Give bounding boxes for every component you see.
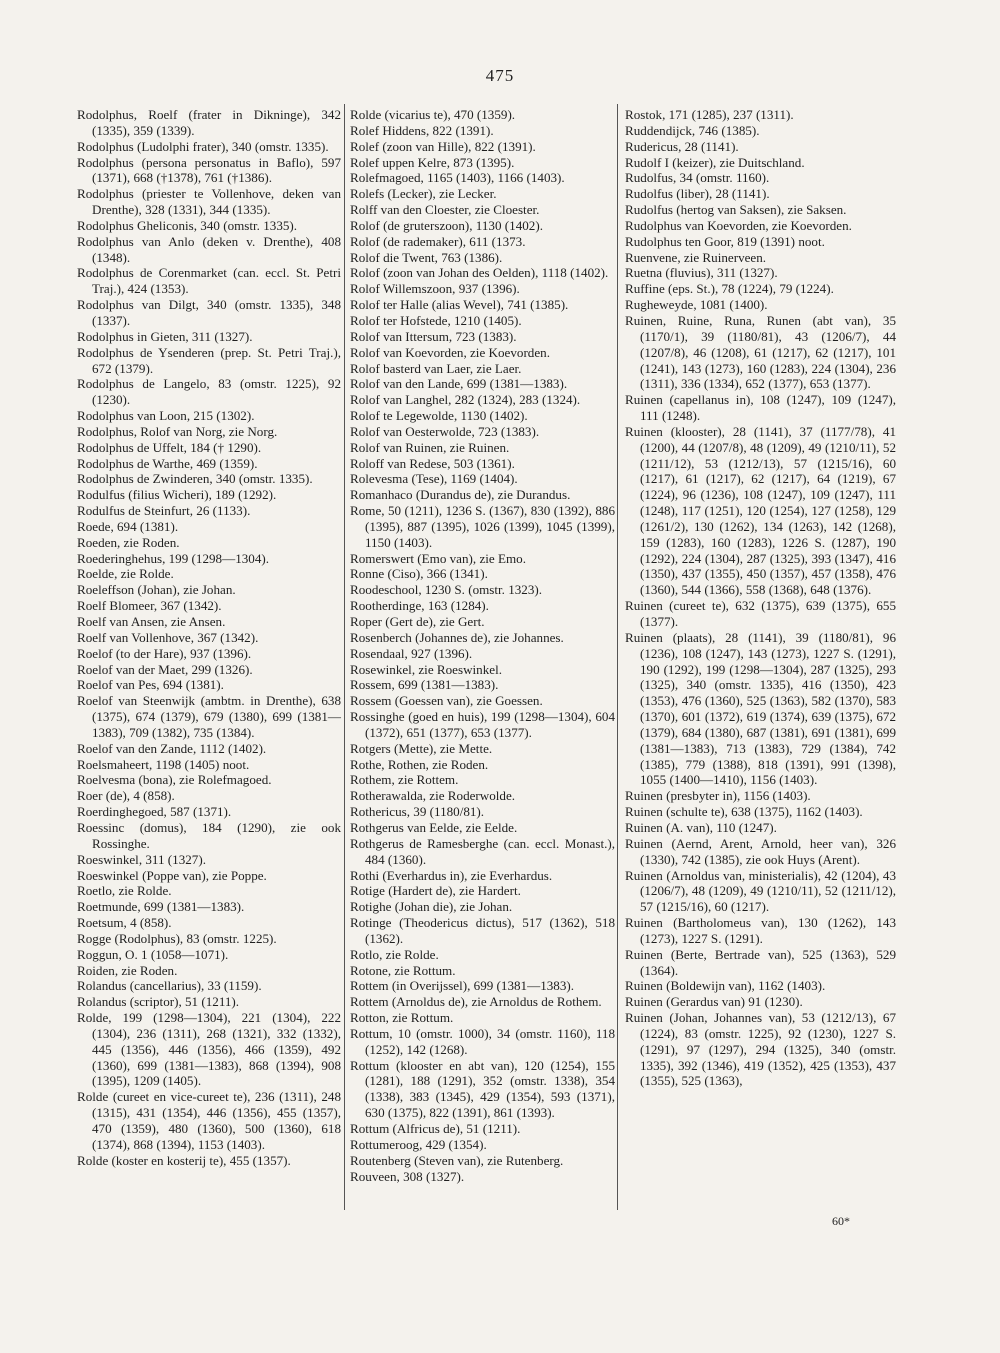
index-entry: Rudolfus, 34 (omstr. 1160). <box>625 170 770 186</box>
index-entry: Rogge (Rodolphus), 83 (omstr. 1225). <box>77 930 277 946</box>
index-entry: Rodolphus (persona personatus in Baflo), 597 (1371), 668 (†1378), 761 (†1386). <box>77 154 341 186</box>
index-entry: Romerswert (Emo van), zie Emo. <box>350 550 526 566</box>
index-entry: Ruinen (Boldewijn van), 1162 (1403). <box>625 978 826 994</box>
index-entry: Ronne (Ciso), 366 (1341). <box>350 566 488 582</box>
index-entry: Rolof van den Lande, 699 (1381—1383). <box>350 376 568 392</box>
index-entry: Rotige (Hardert de), zie Hardert. <box>350 883 521 899</box>
index-entry: Ruinen (presbyter in), 1156 (1403). <box>625 788 811 804</box>
index-entry: Rotlo, zie Rolde. <box>350 946 439 962</box>
index-entry: Rodolphus de Warthe, 469 (1359). <box>77 455 258 471</box>
index-entry: Rotinge (Theodericus dictus), 517 (1362), 518 (1362). <box>350 915 615 946</box>
index-entry: Rolandus (scriptor), 51 (1211). <box>77 994 240 1010</box>
index-entry: Rothi (Everhardus in), zie Everhardus. <box>350 867 553 883</box>
index-entry: Roede, 694 (1381). <box>77 518 179 534</box>
index-entry: Rothericus, 39 (1180/81). <box>350 804 485 820</box>
index-entry: Routenberg (Steven van), zie Rutenberg. <box>350 1152 564 1168</box>
index-entry: Rolof ter Halle (alias Wevel), 741 (1385). <box>350 297 569 313</box>
index-entry: Rudolfus (liber), 28 (1141). <box>625 186 770 202</box>
index-entry: Rolof van Ittersum, 723 (1383). <box>350 328 517 344</box>
index-entry: Rolof (de gruterszoon), 1130 (1402). <box>350 217 543 233</box>
index-entry: Rottem (in Overijssel), 699 (1381—1383). <box>350 978 575 994</box>
index-entry: Rotighe (Johan die), zie Johan. <box>350 899 513 915</box>
index-entry: Rotone, zie Rottum. <box>350 962 456 978</box>
index-entry: Roelsmaheert, 1198 (1405) noot. <box>77 756 250 772</box>
index-entry: Rodolphus de Ysenderen (prep. St. Petri Traj.), 672 (1379). <box>77 344 341 376</box>
index-entry: Rolof van Oesterwolde, 723 (1383). <box>350 423 540 439</box>
index-entry: Roloff van Redese, 503 (1361). <box>350 455 515 471</box>
index-entry: Roetsum, 4 (858). <box>77 915 172 931</box>
index-entry: Roerdinghegoed, 587 (1371). <box>77 804 232 820</box>
signature-mark: 60* <box>832 1214 850 1228</box>
index-entry: Roetmunde, 699 (1381—1383). <box>77 899 245 915</box>
index-entry: Rootherdinge, 163 (1284). <box>350 598 489 614</box>
index-entry: Rolff van den Cloester, zie Cloester. <box>350 202 540 218</box>
index-entry: Rolof van Ruinen, zie Ruinen. <box>350 439 510 455</box>
index-entry: Rugheweyde, 1081 (1400). <box>625 297 768 313</box>
index-entry: Rolef Hiddens, 822 (1391). <box>350 122 494 138</box>
index-entry: Rodolphus van Dilgt, 340 (omstr. 1335), 348 (1337). <box>77 297 341 328</box>
index-entry: Rodolphus, Rolof van Norg, zie Norg. <box>77 423 278 439</box>
index-entry: Roelde, zie Rolde. <box>77 566 174 582</box>
index-entry: Ruinen (cureet te), 632 (1375), 639 (1375), 655 (1377). <box>625 598 896 629</box>
index-entry: Roetlo, zie Rolde. <box>77 883 172 899</box>
index-entry: Rodolphus de Uffelt, 184 († 1290). <box>77 439 262 455</box>
index-entry: Rolevesma (Tese), 1169 (1404). <box>350 471 518 487</box>
index-entry: Roelof van Steenwijk (ambtm. in Drenthe), 638 (1375), 674 (1379), 679 (1380), 699 (1381—1383), 709 (1382), 735 (1384). <box>77 693 341 740</box>
index-entry: Rolde (cureet en vice-cureet te), 236 (1311), 248 (1315), 431 (1354), 446 (1356), 455 (1357), 470 (1359), 480 (1360), 500 (1360), 618 (1374), 868 (1394), 1153 (1403). <box>77 1089 341 1152</box>
index-entry: Rodolphus de Zwinderen, 340 (omstr. 1335). <box>77 471 313 487</box>
index-entry: Rottum (klooster en abt van), 120 (1254), 155 (1281), 188 (1291), 352 (omstr. 1338), 354 (1338), 383 (1345), 429 (1354), 593 (1371), 630 (1375), 822 (1391), 861 (1393). <box>350 1057 615 1121</box>
index-entry: Rolefs (Lecker), zie Lecker. <box>350 186 497 202</box>
index-entry: Roiden, zie Roden. <box>77 962 178 978</box>
index-entry: Rolde, 199 (1298—1304), 221 (1304), 222 (1304), 236 (1311), 268 (1321), 332 (1332), 445 (1356), 446 (1356), 466 (1359), 492 (1360), 699 (1381—1383), 868 (1394), 908 (1395), 1209 (1405). <box>77 1010 341 1089</box>
index-entry: Rossem, 699 (1381—1383). <box>350 677 499 693</box>
index-entry: Rolof (zoon van Johan des Oelden), 1118 (1402). <box>350 265 609 281</box>
index-entry: Rolof van Langhel, 282 (1324), 283 (1324). <box>350 392 581 408</box>
index-entry: Rolof Willemszoon, 937 (1396). <box>350 281 520 297</box>
index-entry: Roelf van Ansen, zie Ansen. <box>77 614 226 629</box>
index-entry: Rothgerus van Eelde, zie Eelde. <box>350 819 518 835</box>
index-entry: Rostok, 171 (1285), 237 (1311). <box>625 107 794 122</box>
index-column-left <box>77 107 341 1169</box>
index-entry: Ruinen (plaats), 28 (1141), 39 (1180/81), 96 (1236), 108 (1247), 143 (1273), 1227 S. (1291), 190 (1292), 199 (1298—1304), 287 (1325), 293 (1325), 340 (omstr. 1335), 416 (1350), 423 (1353), 476 (1360), 525 (1363), 582 (1370), 583 (1370), 601 (1372), 619 (1374), 639 (1375), 672 (1379), 684 (1380), 687 (1381), 691 (1381), 699 (1381—1383), 713 (1383), 729 (1384), 742 (1385), 779 (1388), 818 (1391), 991 (1398), 1055 (1400—1410), 1156 (1403). <box>625 629 896 788</box>
index-entry: Ruinen (klooster), 28 (1141), 37 (1177/78), 41 (1200), 44 (1207/8), 48 (1209), 49 (1210/11), 52 (1211/12), 53 (1212/13), 57 (1215/16), 60 (1217), 61 (1217), 62 (1217), 64 (1219), 67 (1224), 96 (1236), 108 (1247), 109 (1247), 111 (1248), 117 (1251), 120 (1254), 127 (1258), 129 (1261/2), 130 (1262), 134 (1263), 142 (1268), 159 (1283), 160 (1283), 1226 S. (1287), 190 (1292), 224 (1304), 287 (1325), 393 (1347), 416 (1350), 437 (1355), 450 (1357), 457 (1358), 476 (1360), 544 (1366), 558 (1368), 648 (1376). <box>625 423 896 598</box>
index-entry: Rome, 50 (1211), 1236 S. (1367), 830 (1392), 886 (1395), 887 (1395), 1026 (1399), 1045 (1399), 1150 (1403). <box>350 503 615 550</box>
index-entry: Rottum (Alfricus de), 51 (1211). <box>350 1121 521 1136</box>
index-entry: Roederinghehus, 199 (1298—1304). <box>77 550 270 566</box>
index-entry: Rolof ter Hofstede, 1210 (1405). <box>350 312 522 328</box>
index-entry: Rodolphus de Langelo, 83 (omstr. 1225), 92 (1230). <box>77 376 341 408</box>
index-entry: Rolde (vicarius te), 470 (1359). <box>350 107 516 122</box>
index-entry: Roodeschool, 1230 S. (omstr. 1323). <box>350 582 543 598</box>
index-entry: Rolef uppen Kelre, 873 (1395). <box>350 154 515 170</box>
index-entry: Roelof van den Zande, 1112 (1402). <box>77 740 267 756</box>
index-entry: Ruinen (Berte, Bertrade van), 525 (1363), 529 (1364). <box>625 946 896 978</box>
index-entry: Rolof (de rademaker), 611 (1373. <box>350 233 526 249</box>
index-column-right <box>625 107 896 1089</box>
index-entry: Ruinen, Ruine, Runa, Runen (abt van), 35 (1170/1), 39 (1180/81), 43 (1206/7), 44 (1207/8), 46 (1208), 61 (1217), 62 (1217), 101 (1241), 143 (1273), 160 (1283), 224 (1304), 236 (1311), 336 (1334), 652 (1377), 653 (1377). <box>625 312 896 392</box>
index-entry: Ruinen (Johan, Johannes van), 53 (1212/13), 67 (1224), 83 (omstr. 1225), 92 (1230), 1227 S. (1291), 97 (1297), 294 (1325), 340 (omstr. 1335), 392 (1346), 419 (1352), 425 (1353), 437 (1355), 525 (1363), <box>625 1010 896 1089</box>
index-entry: Rotton, zie Rottum. <box>350 1010 454 1026</box>
index-entry: Rudolf I (keizer), zie Duitschland. <box>625 154 805 170</box>
index-entry: Rodolphus Gheliconis, 340 (omstr. 1335). <box>77 217 298 233</box>
index-entry: Roeleffson (Johan), zie Johan. <box>77 582 236 598</box>
index-entry: Rolof van Koevorden, zie Koevorden. <box>350 344 550 360</box>
index-entry: Romanhaco (Durandus de), zie Durandus. <box>350 487 571 503</box>
index-entry: Rotherawalda, zie Roderwolde. <box>350 788 516 804</box>
index-entry: Roeden, zie Roden. <box>77 534 180 550</box>
index-entry: Rodolphus de Corenmarket (can. eccl. St. Petri Traj.), 424 (1353). <box>77 265 341 297</box>
index-entry: Roelof van Pes, 694 (1381). <box>77 677 224 693</box>
index-entry: Rottum, 10 (omstr. 1000), 34 (omstr. 1160), 118 (1252), 142 (1268). <box>350 1025 615 1057</box>
index-entry: Rotgers (Mette), zie Mette. <box>350 740 493 756</box>
index-entry: Rodolphus, Roelf (frater in Dikninge), 342 (1335), 359 (1339). <box>77 107 341 138</box>
index-entry: Roessinc (domus), 184 (1290), zie ook Rossinghe. <box>77 819 341 851</box>
index-entry: Ruinen (schulte te), 638 (1375), 1162 (1403). <box>625 804 863 820</box>
index-entry: Ruinen (A. van), 110 (1247). <box>625 819 777 835</box>
index-entry: Rudolphus van Koevorden, zie Koevorden. <box>625 217 852 233</box>
index-entry: Rodulfus de Steinfurt, 26 (1133). <box>77 503 251 519</box>
index-entry: Rolof die Twent, 763 (1386). <box>350 249 503 265</box>
index-entry: Rothem, zie Rottem. <box>350 772 459 788</box>
index-entry: Roelof van der Maet, 299 (1326). <box>77 661 253 677</box>
index-entry: Ruetna (fluvius), 311 (1327). <box>625 265 778 281</box>
index-entry: Roelf van Vollenhove, 367 (1342). <box>77 629 259 645</box>
index-entry: Ruffine (eps. St.), 78 (1224), 79 (1224). <box>625 281 834 297</box>
index-entry: Ruinen (capellanus in), 108 (1247), 109 (1247), 111 (1248). <box>625 392 896 424</box>
index-entry: Rudolfus (hertog van Saksen), zie Saksen. <box>625 202 847 218</box>
index-entry: Rodolphus (Ludolphi frater), 340 (omstr. 1335). <box>77 138 329 154</box>
index-entry: Rossinghe (goed en huis), 199 (1298—1304), 604 (1372), 651 (1377), 653 (1377). <box>350 709 615 740</box>
index-entry: Rosenberch (Johannes de), zie Johannes. <box>350 629 564 645</box>
index-entry: Roeswinkel (Poppe van), zie Poppe. <box>77 867 267 883</box>
index-entry: Rosendaal, 927 (1396). <box>350 645 473 661</box>
index-entry: Rudericus, 28 (1141). <box>625 138 739 154</box>
index-entry: Ruinen (Arnoldus van, ministerialis), 42 (1204), 43 (1206/7), 48 (1209), 49 (1210/11), 52 (1211/12), 57 (1215/16), 60 (1217). <box>625 867 896 915</box>
index-entry: Rottumeroog, 429 (1354). <box>350 1136 487 1152</box>
index-entry: Roggun, O. 1 (1058—1071). <box>77 946 229 962</box>
index-entry: Roper (Gert de), zie Gert. <box>350 614 485 629</box>
column-rule <box>617 104 618 1210</box>
index-entry: Rodolphus van Anlo (deken v. Drenthe), 408 (1348). <box>77 233 341 265</box>
index-entry: Ruinen (Aernd, Arent, Arnold, heer van), 326 (1330), 742 (1385), zie ook Huys (Arent). <box>625 835 896 867</box>
index-entry: Rolde (koster en kosterij te), 455 (1357). <box>77 1152 291 1168</box>
index-entry: Rossem (Goessen van), zie Goessen. <box>350 693 543 709</box>
column-rule <box>344 104 345 1210</box>
index-entry: Roer (de), 4 (858). <box>77 788 175 804</box>
index-entry: Rothe, Rothen, zie Roden. <box>350 756 489 772</box>
index-entry: Rudolphus ten Goor, 819 (1391) noot. <box>625 233 825 249</box>
index-entry: Rolandus (cancellarius), 33 (1159). <box>77 978 262 994</box>
index-column-middle <box>350 107 615 1184</box>
index-entry: Rodolphus (priester te Vollenhove, deken van Drenthe), 328 (1331), 344 (1335). <box>77 186 341 218</box>
index-entry: Rothgerus de Ramesberghe (can. eccl. Monast.), 484 (1360). <box>350 835 615 867</box>
index-entry: Rodolphus in Gieten, 311 (1327). <box>77 328 253 344</box>
index-entry: Ruenvene, zie Ruinerveen. <box>625 249 767 265</box>
index-entry: Rolof basterd van Laer, zie Laer. <box>350 360 522 376</box>
index-entry: Rottem (Arnoldus de), zie Arnoldus de Rothem. <box>350 994 602 1010</box>
index-entry: Roelof (to der Hare), 937 (1396). <box>77 645 252 661</box>
index-entry: Rodolphus van Loon, 215 (1302). <box>77 408 255 424</box>
index-entry: Ruinen (Bartholomeus van), 130 (1262), 143 (1273), 1227 S. (1291). <box>625 915 896 946</box>
page-number: 475 <box>485 66 515 85</box>
index-entry: Ruddendijck, 746 (1385). <box>625 122 760 138</box>
index-entry: Rolefmagoed, 1165 (1403), 1166 (1403). <box>350 170 565 186</box>
index-entry: Roeswinkel, 311 (1327). <box>77 851 206 867</box>
index-entry: Rodulfus (filius Wicheri), 189 (1292). <box>77 487 277 503</box>
index-entry: Rolef (zoon van Hille), 822 (1391). <box>350 138 536 154</box>
index-entry: Rouveen, 308 (1327). <box>350 1168 465 1184</box>
index-entry: Rosewinkel, zie Roeswinkel. <box>350 661 503 677</box>
index-entry: Ruinen (Gerardus van) 91 (1230). <box>625 994 803 1010</box>
index-entry: Rolof te Legewolde, 1130 (1402). <box>350 408 528 424</box>
index-entry: Roelf Blomeer, 367 (1342). <box>77 598 222 614</box>
index-entry: Roelvesma (bona), zie Rolefmagoed. <box>77 772 272 788</box>
